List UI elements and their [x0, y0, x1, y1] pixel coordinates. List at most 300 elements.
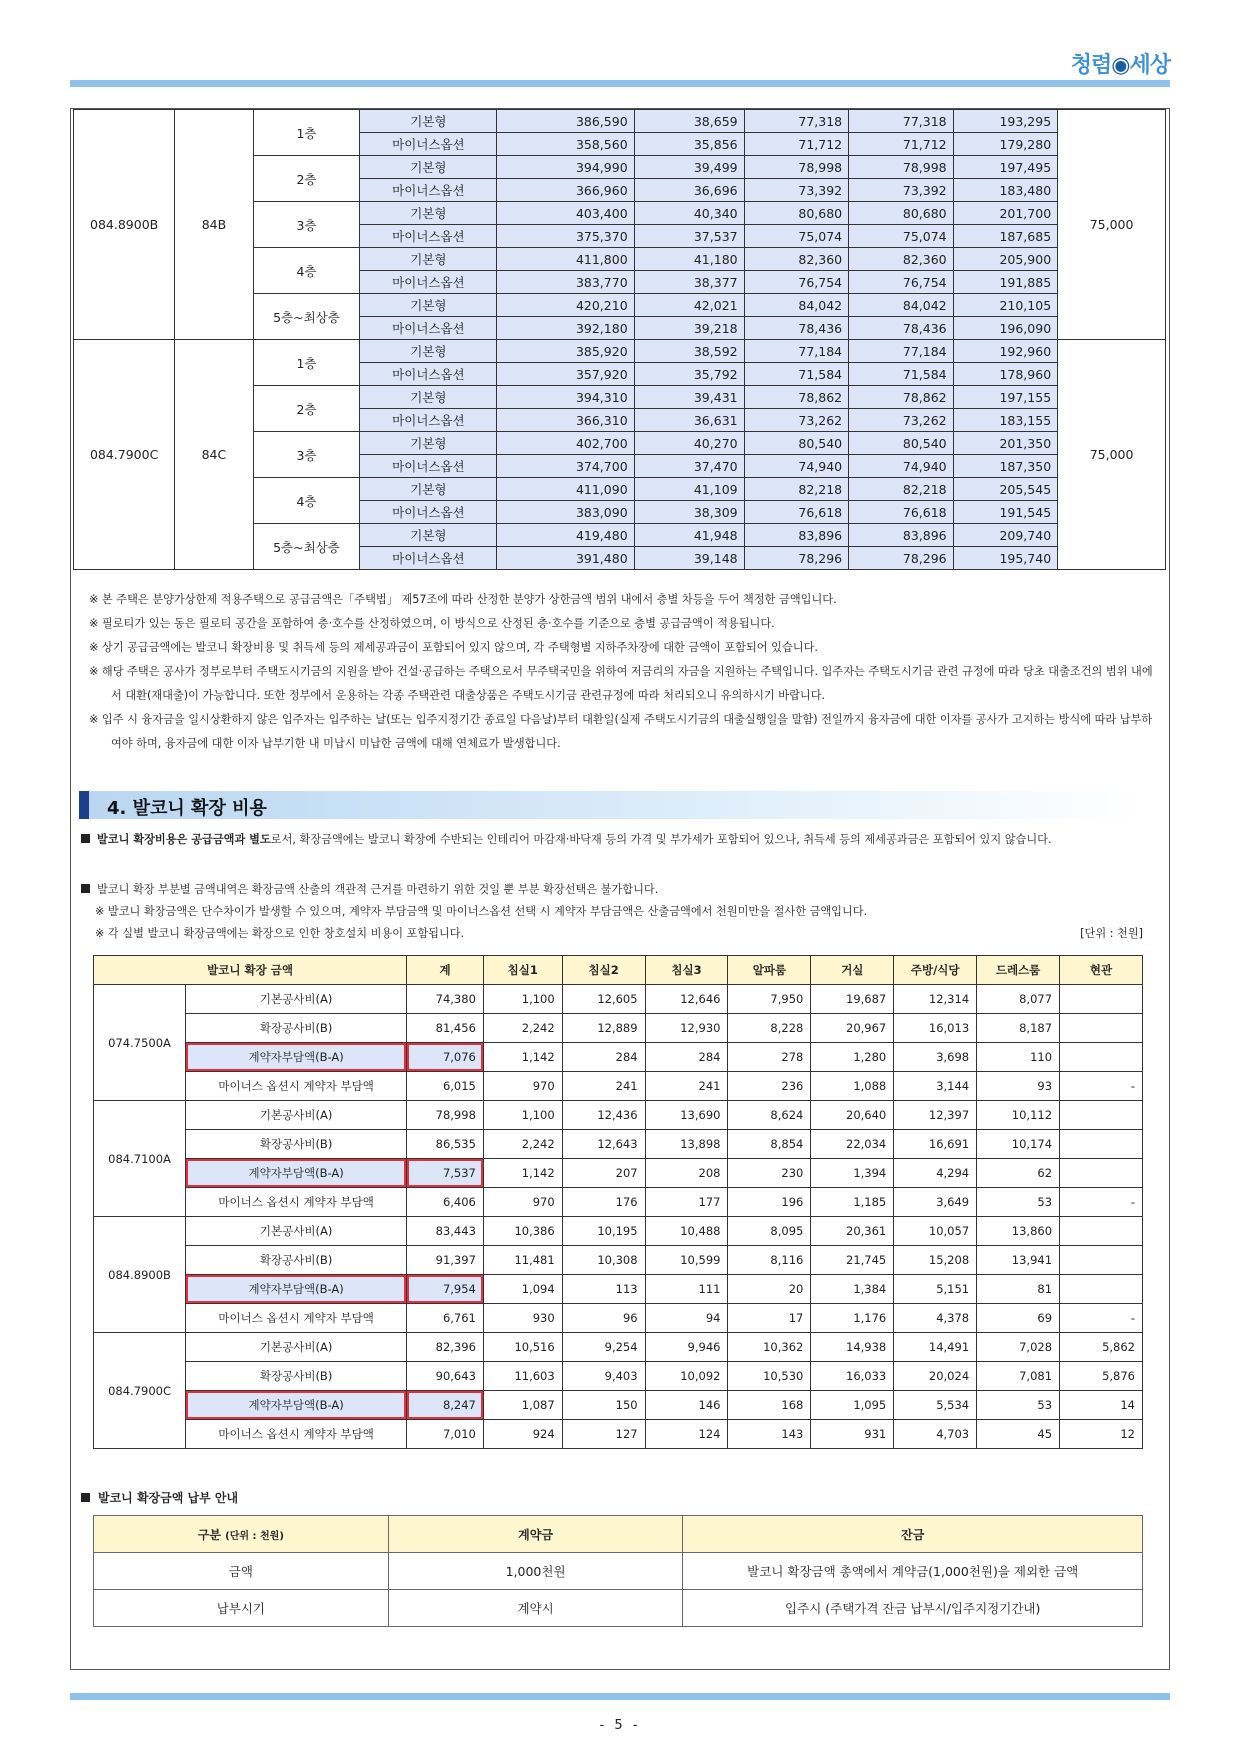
balcony-header-cell: 계 — [407, 956, 484, 985]
balcony-value-cell: 3,144 — [894, 1072, 977, 1101]
price-cell: 39,499 — [634, 156, 744, 179]
price-cell: 42,021 — [634, 294, 744, 317]
paragraph-2 — [81, 879, 1161, 901]
balcony-value-cell: 7,950 — [728, 985, 811, 1014]
balcony-value-cell: 12,643 — [562, 1130, 645, 1159]
balcony-value-cell: 53 — [977, 1188, 1060, 1217]
square-bullet-icon — [81, 834, 90, 843]
balcony-item-label: 확장공사비(B) — [186, 1246, 407, 1275]
balcony-value-cell: 10,530 — [728, 1362, 811, 1391]
balcony-value-cell: 8,077 — [977, 985, 1060, 1014]
balcony-value-cell: 9,403 — [562, 1362, 645, 1391]
balcony-value-cell: 78,998 — [407, 1101, 484, 1130]
balcony-value-cell: 1,176 — [811, 1304, 894, 1333]
balcony-item-label: 마이너스 옵션시 계약자 부담액 — [186, 1420, 407, 1449]
para1-bold: 발코니 확장비용은 공급금액과 별도 — [97, 833, 271, 846]
price-cell: 83,896 — [849, 524, 954, 547]
section-heading — [79, 791, 1139, 819]
option-type-cell: 기본형 — [360, 248, 497, 271]
price-cell: 71,712 — [744, 133, 849, 156]
extra-amount-cell: 75,000 — [1058, 110, 1166, 340]
balcony-value-cell: 45 — [977, 1420, 1060, 1449]
balcony-row — [94, 1130, 1143, 1159]
logo-text-2: 세상 — [1129, 52, 1170, 78]
payment-header-cell: 계약금 — [388, 1516, 683, 1553]
price-row — [74, 110, 1166, 133]
balcony-value-cell: 6,015 — [407, 1072, 484, 1101]
price-cell: 78,998 — [849, 156, 954, 179]
price-cell: 386,590 — [497, 110, 634, 133]
balcony-value-cell: 20,967 — [811, 1014, 894, 1043]
price-cell: 82,218 — [849, 478, 954, 501]
option-type-cell: 마이너스옵션 — [360, 409, 497, 432]
balcony-item-label: 확장공사비(B) — [186, 1014, 407, 1043]
balcony-value-cell: 7,537 — [407, 1159, 484, 1188]
balcony-value-cell — [1060, 1217, 1143, 1246]
balcony-value-cell: 1,142 — [483, 1159, 562, 1188]
balcony-value-cell: 5,876 — [1060, 1362, 1143, 1391]
price-cell: 39,218 — [634, 317, 744, 340]
balcony-value-cell: 6,761 — [407, 1304, 484, 1333]
balcony-value-cell: 1,142 — [483, 1043, 562, 1072]
sub-note-2 — [95, 923, 1155, 945]
payment-header-row — [94, 1516, 1143, 1553]
balcony-value-cell: 7,954 — [407, 1275, 484, 1304]
option-type-cell: 마이너스옵션 — [360, 501, 497, 524]
balcony-value-cell: 2,242 — [483, 1014, 562, 1043]
balcony-value-cell: 13,898 — [645, 1130, 728, 1159]
floor-cell: 2층 — [253, 386, 360, 432]
balcony-value-cell: 9,254 — [562, 1333, 645, 1362]
price-cell: 76,754 — [744, 271, 849, 294]
balcony-value-cell: 241 — [562, 1072, 645, 1101]
balcony-value-cell: 176 — [562, 1188, 645, 1217]
balcony-value-cell: 931 — [811, 1420, 894, 1449]
balcony-value-cell: 1,095 — [811, 1391, 894, 1420]
unit-label: [단위 : 천원] — [1080, 927, 1143, 940]
price-cell: 76,618 — [849, 501, 954, 524]
payment-title-text: 발코니 확장금액 납부 안내 — [98, 1491, 239, 1505]
price-cell: 37,537 — [634, 225, 744, 248]
floor-cell: 4층 — [253, 478, 360, 524]
option-type-cell: 기본형 — [360, 524, 497, 547]
balcony-value-cell: 4,294 — [894, 1159, 977, 1188]
price-cell: 78,296 — [744, 547, 849, 570]
balcony-value-cell: 1,087 — [483, 1391, 562, 1420]
balcony-value-cell: 10,362 — [728, 1333, 811, 1362]
floor-cell: 5층~최상층 — [253, 524, 360, 570]
note-item: ※ 상기 공급금액에는 발코니 확장비용 및 취득세 등의 제세공과금이 포함되어 있지 않으며, 각 주택형별 지하주차장에 대한 금액이 포함되어 있습니다. — [89, 641, 818, 654]
balcony-value-cell: 7,028 — [977, 1333, 1060, 1362]
balcony-value-cell: 284 — [562, 1043, 645, 1072]
price-cell: 84,042 — [849, 294, 954, 317]
option-type-cell: 마이너스옵션 — [360, 271, 497, 294]
balcony-value-cell: 12,646 — [645, 985, 728, 1014]
option-type-cell: 마이너스옵션 — [360, 547, 497, 570]
balcony-value-cell: 7,081 — [977, 1362, 1060, 1391]
price-cell: 375,370 — [497, 225, 634, 248]
balcony-row — [94, 1420, 1143, 1449]
logo-text: 청렴 — [1070, 52, 1112, 78]
balcony-value-cell: 16,013 — [894, 1014, 977, 1043]
payment-header-cell: 잔금 — [683, 1516, 1143, 1553]
notes — [89, 588, 1157, 756]
floor-cell: 4층 — [253, 248, 360, 294]
para1-rest: 로서, 확장금액에는 발코니 확장에 수반되는 인테리어 마감재·바닥재 등의 가격 및 부가세가 포함되어 있으나, 취득세 등의 제세공과금은 포함되어 있지 않습니다. — [270, 833, 1052, 846]
balcony-row — [94, 1101, 1143, 1130]
price-cell: 374,700 — [497, 455, 634, 478]
balcony-value-cell: 20 — [728, 1275, 811, 1304]
balcony-value-cell: 207 — [562, 1159, 645, 1188]
option-type-cell: 마이너스옵션 — [360, 317, 497, 340]
balcony-row — [94, 1159, 1143, 1188]
price-cell: 191,885 — [953, 271, 1058, 294]
payment-cell: 1,000천원 — [388, 1553, 683, 1590]
balcony-value-cell: 90,643 — [407, 1362, 484, 1391]
balcony-value-cell: 69 — [977, 1304, 1060, 1333]
balcony-value-cell: 2,242 — [483, 1130, 562, 1159]
price-cell: 209,740 — [953, 524, 1058, 547]
price-cell: 77,318 — [744, 110, 849, 133]
floor-cell: 2층 — [253, 156, 360, 202]
price-cell: 193,295 — [953, 110, 1058, 133]
balcony-header-cell: 거실 — [811, 956, 894, 985]
balcony-value-cell: 8,228 — [728, 1014, 811, 1043]
balcony-header-row — [94, 956, 1143, 985]
price-cell: 38,592 — [634, 340, 744, 363]
option-type-cell: 마이너스옵션 — [360, 455, 497, 478]
balcony-value-cell: 110 — [977, 1043, 1060, 1072]
price-cell: 74,940 — [744, 455, 849, 478]
balcony-value-cell: 13,941 — [977, 1246, 1060, 1275]
balcony-item-label: 확장공사비(B) — [186, 1130, 407, 1159]
price-cell: 392,180 — [497, 317, 634, 340]
balcony-value-cell: 143 — [728, 1420, 811, 1449]
floor-cell: 1층 — [253, 340, 360, 386]
balcony-value-cell: - — [1060, 1188, 1143, 1217]
payment-cell: 입주시 (주택가격 잔금 납부시/입주지정기간내) — [683, 1590, 1143, 1627]
price-cell: 80,540 — [744, 432, 849, 455]
price-cell: 73,262 — [849, 409, 954, 432]
logo: 청렴◉세상 — [1070, 52, 1170, 78]
price-cell: 71,584 — [744, 363, 849, 386]
section-title: 4. 발코니 확장 비용 — [107, 798, 267, 819]
balcony-header-cell: 침실1 — [483, 956, 562, 985]
balcony-value-cell: 124 — [645, 1420, 728, 1449]
floor-cell: 1층 — [253, 110, 360, 156]
unit-type-cell: 84B — [175, 110, 253, 340]
balcony-value-cell: 10,195 — [562, 1217, 645, 1246]
balcony-value-cell: 20,640 — [811, 1101, 894, 1130]
balcony-value-cell: 81,456 — [407, 1014, 484, 1043]
price-cell: 179,280 — [953, 133, 1058, 156]
balcony-value-cell: 12,436 — [562, 1101, 645, 1130]
payment-row — [94, 1553, 1143, 1590]
price-cell: 75,074 — [744, 225, 849, 248]
balcony-value-cell: 20,361 — [811, 1217, 894, 1246]
balcony-value-cell: 1,100 — [483, 1101, 562, 1130]
balcony-value-cell: 3,649 — [894, 1188, 977, 1217]
balcony-value-cell: 196 — [728, 1188, 811, 1217]
price-cell: 78,436 — [849, 317, 954, 340]
balcony-value-cell: 177 — [645, 1188, 728, 1217]
price-cell: 191,545 — [953, 501, 1058, 524]
sub1-text: ※ 발코니 확장금액은 단수차이가 발생할 수 있으며, 계약자 부담금액 및 마이너스옵션 선택 시 계약자 부담금액은 산출금액에서 천원미만을 절사한 금액입니다. — [95, 905, 868, 918]
balcony-value-cell: 236 — [728, 1072, 811, 1101]
balcony-value-cell: 8,854 — [728, 1130, 811, 1159]
balcony-header-cell: 드레스룸 — [977, 956, 1060, 985]
balcony-row — [94, 1043, 1143, 1072]
price-cell: 73,392 — [849, 179, 954, 202]
price-cell: 74,940 — [849, 455, 954, 478]
price-cell: 37,470 — [634, 455, 744, 478]
price-cell: 391,480 — [497, 547, 634, 570]
price-cell: 80,540 — [849, 432, 954, 455]
balcony-value-cell: 970 — [483, 1188, 562, 1217]
floor-cell: 5층~최상층 — [253, 294, 360, 340]
option-type-cell: 기본형 — [360, 294, 497, 317]
balcony-value-cell: 1,088 — [811, 1072, 894, 1101]
price-cell: 411,090 — [497, 478, 634, 501]
price-table — [73, 109, 1166, 570]
option-type-cell: 마이너스옵션 — [360, 133, 497, 156]
price-cell: 357,920 — [497, 363, 634, 386]
balcony-value-cell: 5,151 — [894, 1275, 977, 1304]
balcony-value-cell — [1060, 1159, 1143, 1188]
footer-band — [70, 1693, 1170, 1700]
price-cell: 420,210 — [497, 294, 634, 317]
balcony-value-cell: 1,100 — [483, 985, 562, 1014]
price-cell: 38,659 — [634, 110, 744, 133]
balcony-header-cell: 주방/식당 — [894, 956, 977, 985]
balcony-value-cell: 10,308 — [562, 1246, 645, 1275]
option-type-cell: 기본형 — [360, 110, 497, 133]
balcony-value-cell: 11,603 — [483, 1362, 562, 1391]
balcony-row — [94, 1188, 1143, 1217]
balcony-value-cell: 17 — [728, 1304, 811, 1333]
balcony-value-cell: 16,691 — [894, 1130, 977, 1159]
price-cell: 71,712 — [849, 133, 954, 156]
price-cell: 205,900 — [953, 248, 1058, 271]
balcony-value-cell: 9,946 — [645, 1333, 728, 1362]
price-cell: 383,770 — [497, 271, 634, 294]
balcony-value-cell: 86,535 — [407, 1130, 484, 1159]
payment-cell: 납부시기 — [94, 1590, 389, 1627]
balcony-value-cell: 83,443 — [407, 1217, 484, 1246]
balcony-value-cell: 19,687 — [811, 985, 894, 1014]
balcony-row — [94, 1217, 1143, 1246]
balcony-value-cell: 8,247 — [407, 1391, 484, 1420]
balcony-unit-code: 084.7100A — [94, 1101, 186, 1217]
price-cell: 38,377 — [634, 271, 744, 294]
option-type-cell: 기본형 — [360, 432, 497, 455]
price-cell: 394,990 — [497, 156, 634, 179]
balcony-unit-code: 074.7500A — [94, 985, 186, 1101]
price-cell: 41,109 — [634, 478, 744, 501]
para2-text: 발코니 확장 부분별 금액내역은 확장금액 산출의 객관적 근거를 마련하기 위한 것일 뿐 부분 확장선택은 불가합니다. — [97, 883, 659, 896]
balcony-value-cell: 1,384 — [811, 1275, 894, 1304]
payment-cell: 계약시 — [388, 1590, 683, 1627]
payment-row — [94, 1590, 1143, 1627]
balcony-row — [94, 985, 1143, 1014]
balcony-value-cell: 12 — [1060, 1420, 1143, 1449]
balcony-header-cell: 알파룸 — [728, 956, 811, 985]
balcony-value-cell — [1060, 1014, 1143, 1043]
balcony-value-cell: 12,314 — [894, 985, 977, 1014]
balcony-value-cell — [1060, 1101, 1143, 1130]
balcony-value-cell: 10,092 — [645, 1362, 728, 1391]
balcony-header-cell: 침실3 — [645, 956, 728, 985]
price-cell: 183,480 — [953, 179, 1058, 202]
balcony-value-cell: 14 — [1060, 1391, 1143, 1420]
balcony-value-cell: 74,380 — [407, 985, 484, 1014]
balcony-value-cell: 12,889 — [562, 1014, 645, 1043]
payment-title — [81, 1489, 238, 1506]
balcony-value-cell: 208 — [645, 1159, 728, 1188]
balcony-value-cell: 5,534 — [894, 1391, 977, 1420]
price-cell: 35,792 — [634, 363, 744, 386]
balcony-value-cell: 12,605 — [562, 985, 645, 1014]
price-cell: 38,309 — [634, 501, 744, 524]
balcony-row — [94, 1391, 1143, 1420]
balcony-value-cell: 13,860 — [977, 1217, 1060, 1246]
balcony-unit-code: 084.7900C — [94, 1333, 186, 1449]
price-cell: 78,998 — [744, 156, 849, 179]
square-bullet-icon — [81, 884, 90, 893]
balcony-value-cell — [1060, 1246, 1143, 1275]
price-cell: 178,960 — [953, 363, 1058, 386]
balcony-value-cell: 14,938 — [811, 1333, 894, 1362]
price-cell: 402,700 — [497, 432, 634, 455]
balcony-value-cell: 20,024 — [894, 1362, 977, 1391]
balcony-row — [94, 1333, 1143, 1362]
price-cell: 196,090 — [953, 317, 1058, 340]
balcony-value-cell: 10,386 — [483, 1217, 562, 1246]
balcony-row — [94, 1072, 1143, 1101]
price-cell: 197,155 — [953, 386, 1058, 409]
balcony-value-cell: 150 — [562, 1391, 645, 1420]
price-cell: 41,948 — [634, 524, 744, 547]
payment-table — [93, 1515, 1143, 1627]
balcony-value-cell: 930 — [483, 1304, 562, 1333]
price-cell: 201,350 — [953, 432, 1058, 455]
balcony-item-label: 확장공사비(B) — [186, 1362, 407, 1391]
balcony-item-label: 계약자부담액(B-A) — [186, 1043, 407, 1072]
balcony-value-cell: 8,187 — [977, 1014, 1060, 1043]
unit-type-cell: 84C — [175, 340, 253, 570]
balcony-value-cell — [1060, 985, 1143, 1014]
balcony-value-cell: 5,862 — [1060, 1333, 1143, 1362]
balcony-value-cell: 81 — [977, 1275, 1060, 1304]
balcony-value-cell: 6,406 — [407, 1188, 484, 1217]
price-cell: 383,090 — [497, 501, 634, 524]
balcony-value-cell: 22,034 — [811, 1130, 894, 1159]
price-cell: 39,148 — [634, 547, 744, 570]
price-cell: 40,340 — [634, 202, 744, 225]
price-cell: 73,392 — [744, 179, 849, 202]
price-cell: 36,631 — [634, 409, 744, 432]
paragraph-1 — [81, 829, 1161, 851]
balcony-value-cell: 127 — [562, 1420, 645, 1449]
balcony-value-cell: 278 — [728, 1043, 811, 1072]
balcony-item-label: 기본공사비(A) — [186, 985, 407, 1014]
balcony-row — [94, 1304, 1143, 1333]
price-cell: 36,696 — [634, 179, 744, 202]
balcony-value-cell — [1060, 1043, 1143, 1072]
note-item: ※ 해당 주택은 공사가 정부로부터 주택도시기금의 지원을 받아 건설·공급하는 주택으로서 무주택국민을 위하여 저금리의 자금을 지원하는 주택입니다. 입주자는 주택도시기금 관련 규정에 따라 당초 대출조건의 범위 내에서 대환(재대출)이 가능합니다. 또한 정부에서 운용하는 각종 주택관련 대출상품은 주택도시기금 관련규정에 따라 처리되오니 유의하시기 바랍니다. — [89, 665, 1153, 702]
balcony-value-cell: 12,397 — [894, 1101, 977, 1130]
sub2-text: ※ 각 실별 발코니 확장금액에는 확장으로 인한 창호설치 비용이 포함됩니다. — [95, 927, 465, 940]
unit-code-cell: 084.8900B — [74, 110, 175, 340]
balcony-value-cell: 3,698 — [894, 1043, 977, 1072]
option-type-cell: 마이너스옵션 — [360, 363, 497, 386]
price-cell: 40,270 — [634, 432, 744, 455]
price-cell: 77,184 — [744, 340, 849, 363]
balcony-item-label: 계약자부담액(B-A) — [186, 1275, 407, 1304]
balcony-value-cell: 15,208 — [894, 1246, 977, 1275]
price-cell: 210,105 — [953, 294, 1058, 317]
price-cell: 358,560 — [497, 133, 634, 156]
balcony-value-cell: 284 — [645, 1043, 728, 1072]
price-cell: 78,436 — [744, 317, 849, 340]
balcony-header-cell: 침실2 — [562, 956, 645, 985]
balcony-value-cell — [1060, 1130, 1143, 1159]
balcony-value-cell: 111 — [645, 1275, 728, 1304]
content-frame — [70, 108, 1170, 1670]
balcony-value-cell: 62 — [977, 1159, 1060, 1188]
balcony-item-label: 기본공사비(A) — [186, 1217, 407, 1246]
page-number: - 5 - — [599, 1718, 641, 1733]
price-cell: 187,685 — [953, 225, 1058, 248]
balcony-value-cell: 168 — [728, 1391, 811, 1420]
price-cell: 76,618 — [744, 501, 849, 524]
price-cell: 366,960 — [497, 179, 634, 202]
balcony-header-cell: 현관 — [1060, 956, 1143, 985]
price-cell: 78,296 — [849, 547, 954, 570]
section-bar — [79, 791, 89, 819]
balcony-value-cell: 4,378 — [894, 1304, 977, 1333]
balcony-item-label: 마이너스 옵션시 계약자 부담액 — [186, 1188, 407, 1217]
balcony-item-label: 계약자부담액(B-A) — [186, 1391, 407, 1420]
sub-note-1 — [95, 901, 1155, 923]
price-cell: 82,360 — [744, 248, 849, 271]
balcony-value-cell: 10,516 — [483, 1333, 562, 1362]
balcony-item-label: 기본공사비(A) — [186, 1101, 407, 1130]
balcony-row — [94, 1275, 1143, 1304]
price-cell: 80,680 — [849, 202, 954, 225]
price-cell: 419,480 — [497, 524, 634, 547]
balcony-value-cell: 12,930 — [645, 1014, 728, 1043]
price-cell: 82,360 — [849, 248, 954, 271]
balcony-header-cell: 발코니 확장 금액 — [94, 956, 407, 985]
option-type-cell: 기본형 — [360, 340, 497, 363]
note-item: ※ 필로티가 있는 동은 필로티 공간을 포함하여 층·호수를 산정하였으며, 이 방식으로 산정된 층·호수를 기준으로 층별 공급금액이 적용됩니다. — [89, 617, 775, 630]
balcony-value-cell: 1,185 — [811, 1188, 894, 1217]
price-cell: 187,350 — [953, 455, 1058, 478]
payment-header-unit: (단위 : 천원) — [225, 1530, 284, 1542]
option-type-cell: 기본형 — [360, 386, 497, 409]
price-cell: 77,318 — [849, 110, 954, 133]
price-cell: 183,155 — [953, 409, 1058, 432]
price-cell: 78,862 — [744, 386, 849, 409]
balcony-value-cell: 10,112 — [977, 1101, 1060, 1130]
payment-header-label: 구분 — [197, 1527, 221, 1542]
balcony-value-cell: 10,599 — [645, 1246, 728, 1275]
balcony-item-label: 마이너스 옵션시 계약자 부담액 — [186, 1072, 407, 1101]
balcony-row — [94, 1246, 1143, 1275]
balcony-value-cell: 924 — [483, 1420, 562, 1449]
balcony-value-cell: - — [1060, 1304, 1143, 1333]
